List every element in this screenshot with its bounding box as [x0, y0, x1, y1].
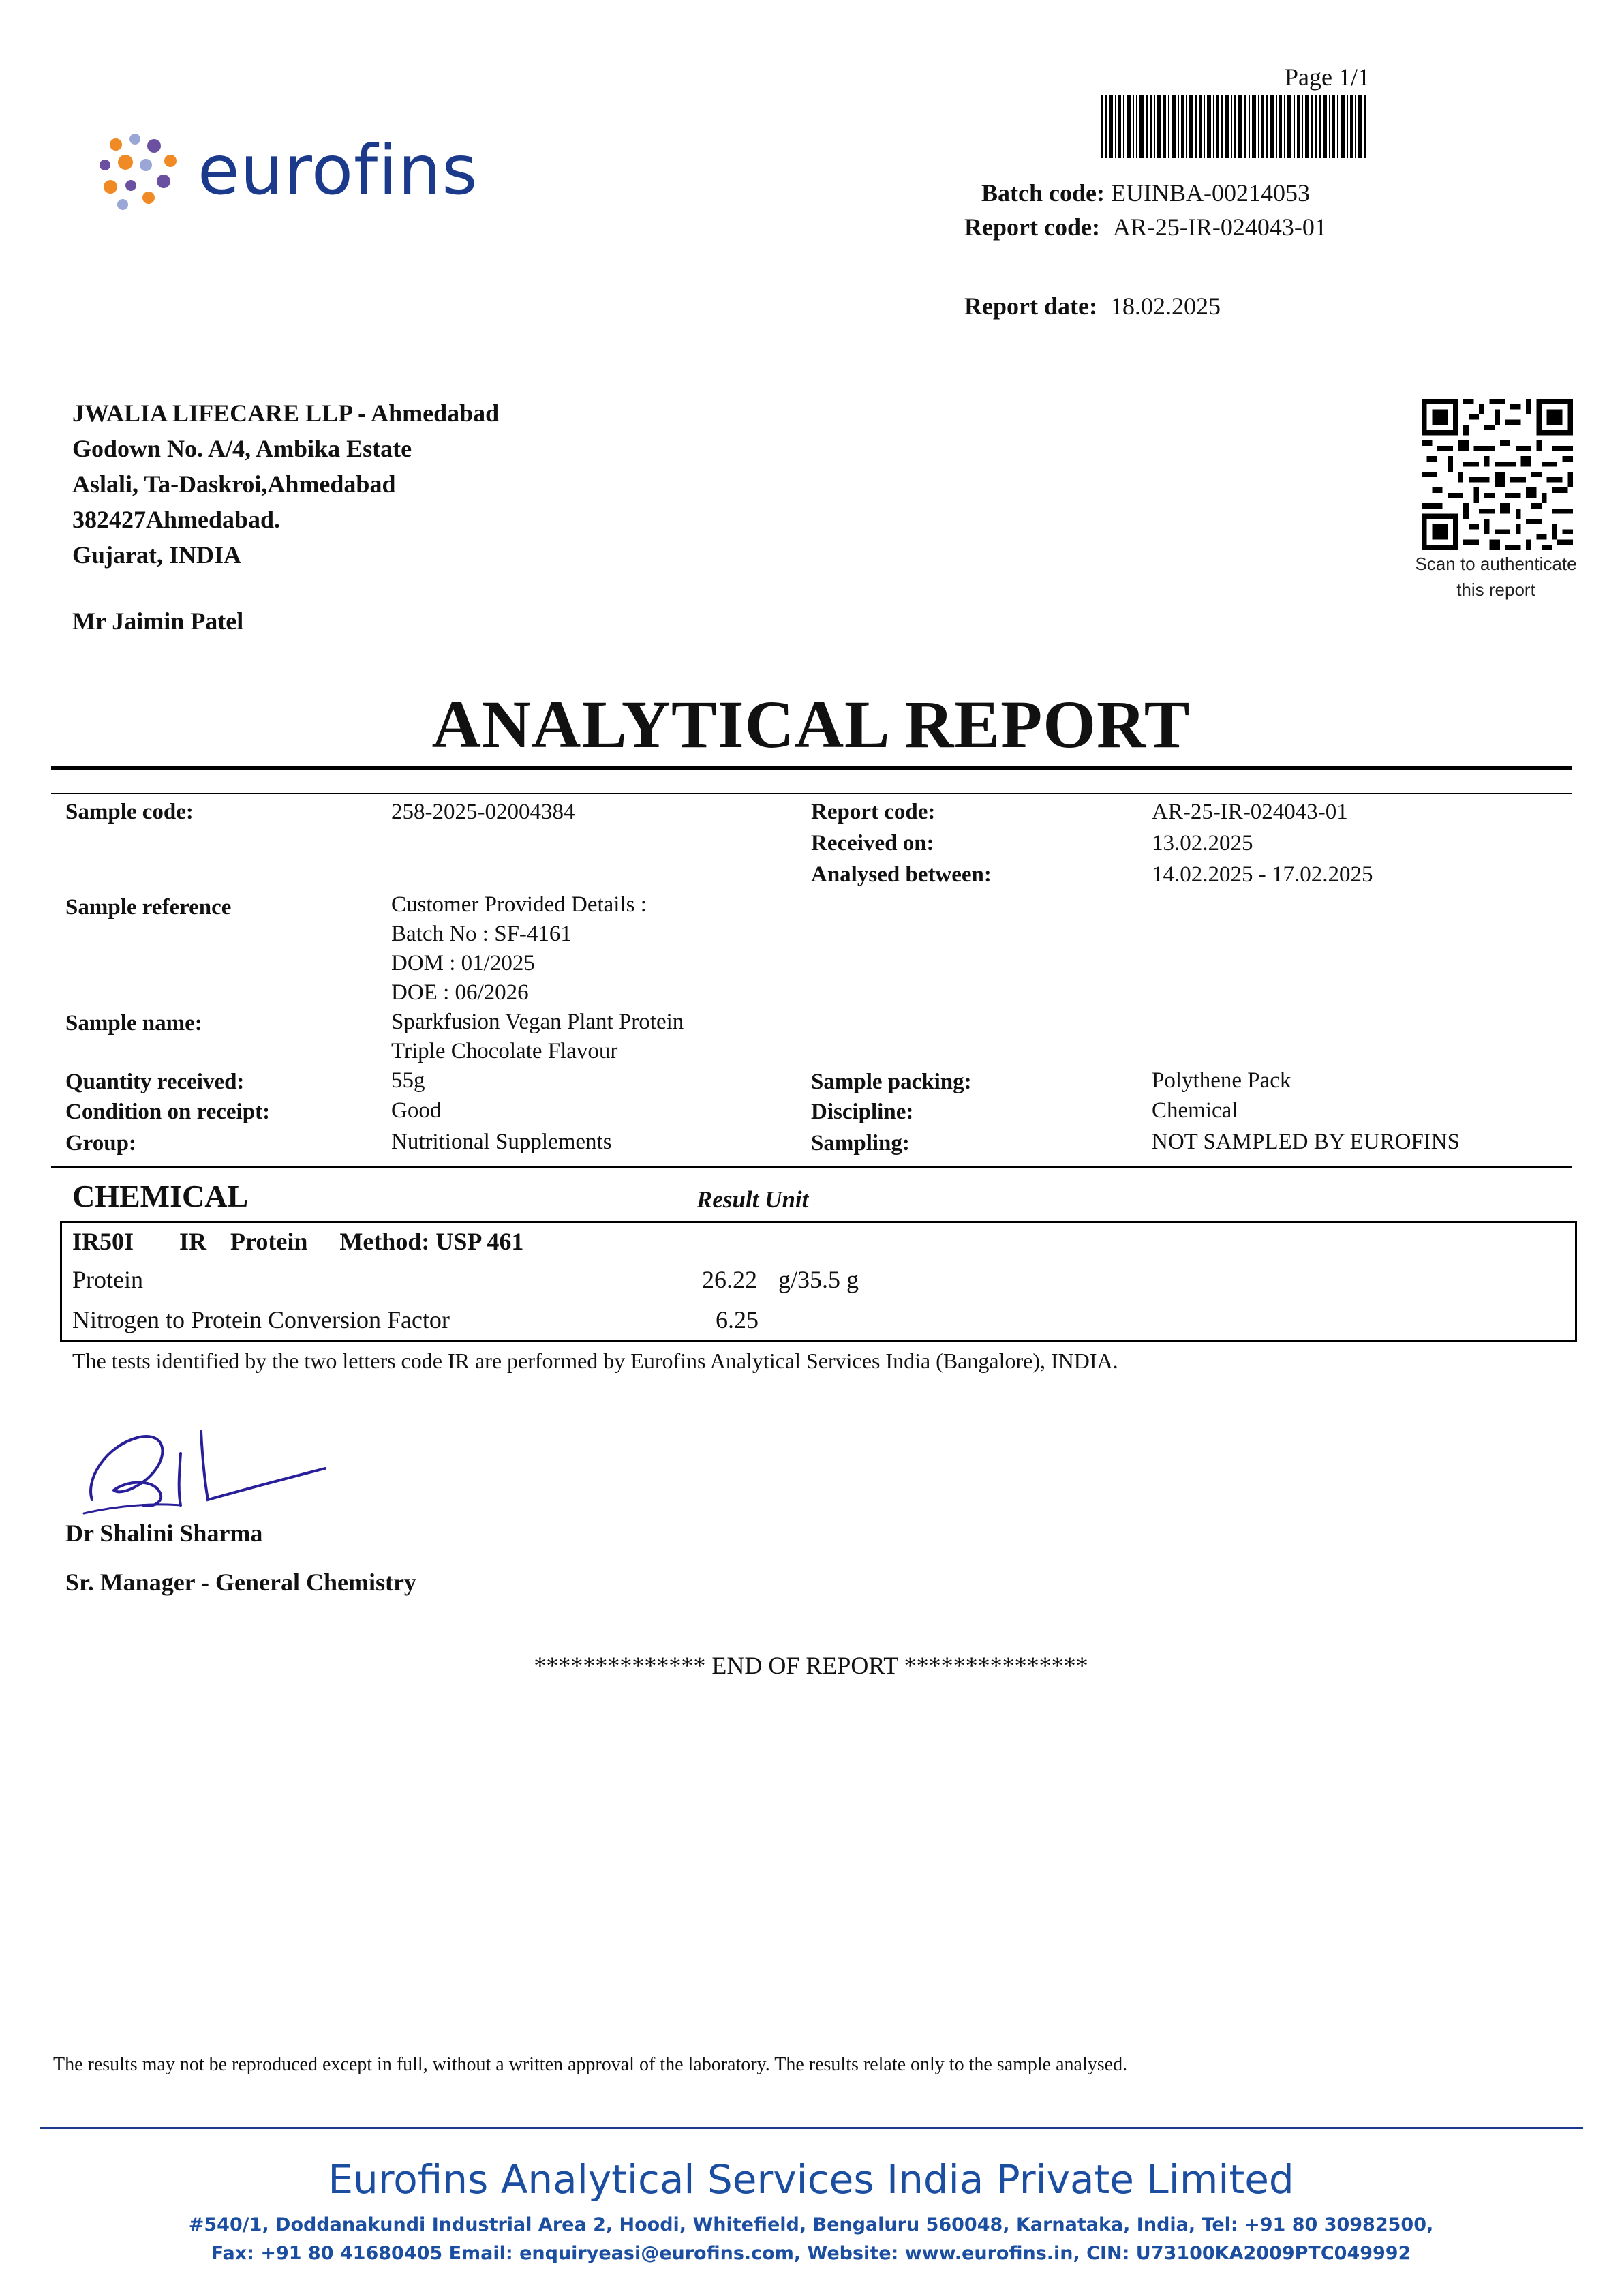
contact-person: Mr Jaimin Patel [72, 607, 244, 635]
end-of-report: ************** END OF REPORT *************** [534, 1652, 1088, 1679]
analysed-between-value: 14.02.2025 - 17.02.2025 [1152, 862, 1373, 887]
section-title-chemical: CHEMICAL [72, 1179, 249, 1213]
report-date-value: 18.02.2025 [1110, 292, 1221, 320]
analysed-between-label: Analysed between: [811, 862, 992, 887]
sample-name-label: Sample name: [65, 1011, 202, 1036]
test-method: Method: USP 461 [339, 1228, 524, 1255]
quantity-received-value: 55g [391, 1068, 425, 1093]
discipline-value: Chemical [1152, 1098, 1238, 1123]
test-name: Protein [230, 1228, 308, 1255]
qr-caption-line: Scan to authenticate [1415, 554, 1577, 574]
sampling-label: Sampling: [811, 1131, 910, 1155]
sample-reference-line: DOM : 01/2025 [391, 951, 535, 976]
group-label: Group: [65, 1131, 136, 1155]
eurofins-logo [95, 123, 504, 225]
sample-code-label: Sample code: [65, 800, 194, 824]
sample-name-line: Sparkfusion Vegan Plant Protein [391, 1010, 684, 1034]
signatory-title: Sr. Manager - General Chemistry [65, 1569, 416, 1596]
signatory-name: Dr Shalini Sharma [65, 1520, 263, 1547]
company-name: Eurofins Analytical Services India Private Limited [328, 2156, 1294, 2203]
signature [78, 1418, 337, 1520]
report-date-row [964, 292, 1221, 320]
company-address-line: Fax: +91 80 41680405 Email: enquiryeasi@eurofins.com, Website: www.eurofins.in, CIN: U73100KA2009PTC049992 [211, 2243, 1411, 2264]
sample-code-value: 258-2025-02004384 [391, 800, 575, 824]
test-header [72, 1227, 523, 1256]
result-value: 6.25 [716, 1306, 759, 1333]
divider [51, 766, 1572, 770]
report-code-label: Report code: [811, 800, 936, 824]
result-unit: g/35.5 g [778, 1266, 859, 1293]
disclaimer: The results may not be reproduced except in full, without a written approval of the laboratory. The results relate only to the sample analysed. [53, 2054, 1128, 2075]
report-title: ANALYTICAL REPORT [431, 686, 1191, 762]
divider [51, 793, 1572, 794]
condition-label: Condition on receipt: [65, 1100, 271, 1124]
qr-caption [1383, 551, 1608, 603]
report-code-value: AR-25-IR-024043-01 [1152, 800, 1348, 824]
eurofins-logo-icon [95, 130, 184, 218]
footer-divider [40, 2127, 1583, 2129]
result-value: 26.22 [702, 1266, 757, 1293]
divider [51, 1166, 1572, 1168]
company-address-line: #540/1, Doddanakundi Industrial Area 2, Hoodi, Whitefield, Bengaluru 560048, Karnataka, India, Tel: +91 80 30982500, [188, 2214, 1434, 2235]
report-code-label: Report code: [964, 213, 1100, 241]
group-value: Nutritional Supplements [391, 1130, 612, 1154]
address-line: Gujarat, INDIA [72, 541, 241, 569]
batch-code-label: Batch code: [981, 179, 1105, 207]
report-date-label: Report date: [964, 292, 1097, 320]
test-lab: IR [179, 1228, 207, 1255]
sample-reference-value [391, 890, 647, 1008]
test-code: IR50I [72, 1228, 134, 1255]
sample-name-value [391, 1008, 684, 1066]
sample-packing-value: Polythene Pack [1152, 1068, 1291, 1093]
sample-reference-line: Customer Provided Details : [391, 892, 647, 917]
sample-reference-line: Batch No : SF-4161 [391, 922, 572, 946]
barcode-icon [1101, 95, 1366, 158]
customer-address [72, 395, 499, 573]
sample-reference-label: Sample reference [65, 895, 232, 920]
discipline-label: Discipline: [811, 1100, 914, 1124]
report-code-row [964, 213, 1327, 241]
sample-packing-label: Sample packing: [811, 1070, 972, 1094]
sample-name-line: Triple Chocolate Flavour [391, 1039, 618, 1063]
batch-code-value: EUINBA-00214053 [1110, 179, 1310, 207]
batch-code-row [981, 179, 1310, 207]
received-on-value: 13.02.2025 [1152, 831, 1253, 856]
address-line: 382427Ahmedabad. [72, 506, 281, 533]
address-line: Godown No. A/4, Ambika Estate [72, 435, 412, 462]
address-line: Aslali, Ta-Daskroi,Ahmedabad [72, 470, 396, 498]
qr-code-icon[interactable] [1422, 399, 1573, 550]
quantity-received-label: Quantity received: [65, 1070, 245, 1094]
address-line: JWALIA LIFECARE LLP - Ahmedabad [72, 399, 500, 427]
result-name: Nitrogen to Protein Conversion Factor [72, 1306, 450, 1333]
brand-name: eurofins [198, 130, 478, 210]
result-name: Protein [72, 1266, 143, 1293]
page-number: Page 1/1 [1285, 63, 1370, 91]
qr-caption-line: this report [1456, 579, 1535, 600]
received-on-label: Received on: [811, 831, 934, 856]
lab-footnote: The tests identified by the two letters code IR are performed by Eurofins Analytical Services India (Bangalore), INDIA. [72, 1348, 1118, 1373]
condition-value: Good [391, 1098, 442, 1123]
sampling-value: NOT SAMPLED BY EUROFINS [1152, 1130, 1460, 1154]
sample-reference-line: DOE : 06/2026 [391, 980, 529, 1005]
report-code-value: AR-25-IR-024043-01 [1112, 213, 1327, 241]
result-unit-header: Result Unit [697, 1186, 809, 1213]
